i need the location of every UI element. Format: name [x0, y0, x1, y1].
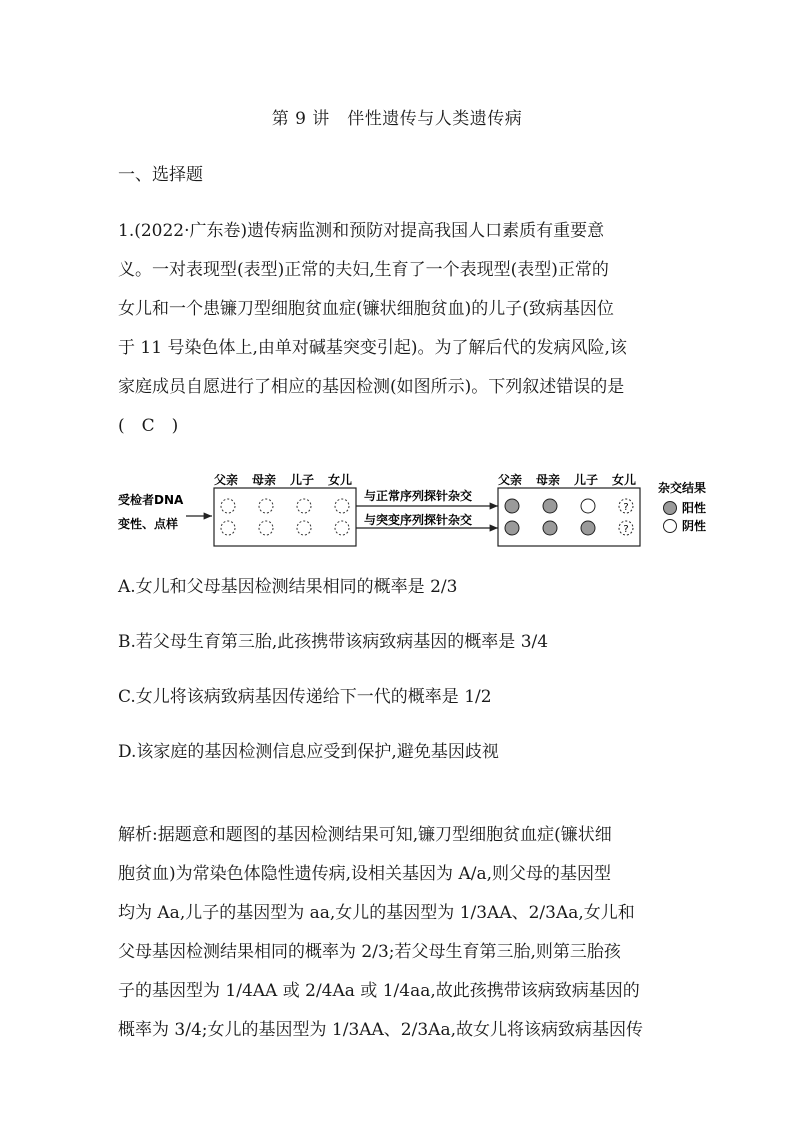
option-d: D.该家庭的基因检测信息应受到保护,避免基因歧视 [118, 742, 499, 762]
result-box [498, 488, 640, 546]
legend-negative-swatch [664, 520, 677, 533]
gene-test-diagram [118, 470, 738, 550]
result-member-label: 女儿 [612, 473, 637, 487]
analysis-line: 解析:据题意和题图的基因检测结果可知,镰刀型细胞贫血症(镰状细 [118, 825, 612, 845]
member-label: 女儿 [328, 473, 353, 487]
result-dot-negative [581, 499, 595, 513]
legend-title: 杂交结果 [658, 481, 707, 495]
legend-positive-swatch [664, 502, 677, 515]
option-c: C.女儿将该病致病基因传递给下一代的概率是 1/2 [118, 687, 492, 707]
sample-dot [335, 521, 349, 535]
result-dot-positive [505, 499, 519, 513]
arrow-label: 与正常序列探针杂交 [364, 489, 473, 503]
section-heading: 一、选择题 [118, 165, 203, 185]
option-b: B.若父母生育第三胎,此孩携带该病致病基因的概率是 3/4 [118, 632, 549, 652]
unknown-mark: ? [623, 524, 629, 535]
question-line: 女儿和一个患镰刀型细胞贫血症(镰状细胞贫血)的儿子(致病基因位 [118, 299, 614, 319]
sample-box [214, 488, 356, 546]
sample-dot [259, 521, 273, 535]
sample-dots [221, 499, 349, 535]
input-label: 受检者DNA [118, 493, 184, 507]
sample-dot [221, 499, 235, 513]
option-a: A.女儿和父母基因检测结果相同的概率是 2/3 [118, 577, 458, 597]
result-dot-positive [505, 521, 519, 535]
sample-dot [335, 499, 349, 513]
page-title: 第 9 讲 伴性遗传与人类遗传病 [271, 109, 523, 129]
member-label: 父亲 [214, 473, 239, 487]
analysis-line: 子的基因型为 1/4AA 或 2/4Aa 或 1/4aa,故此孩携带该病致病基因的 [118, 981, 640, 1001]
member-label: 儿子 [290, 473, 315, 487]
analysis-line: 父母基因检测结果相同的概率为 2/3;若父母生育第三胎,则第三胎孩 [118, 942, 621, 962]
sample-dot [221, 521, 235, 535]
unknown-mark: ? [623, 502, 629, 513]
question-line: 义。一对表现型(表型)正常的夫妇,生育了一个表现型(表型)正常的 [118, 260, 609, 280]
result-dot-positive [581, 521, 595, 535]
legend-positive-label: 阳性 [682, 501, 707, 515]
input-label: 变性、点样 [118, 517, 179, 531]
result-member-label: 儿子 [574, 473, 599, 487]
question-stem [118, 212, 678, 446]
legend-negative-label: 阴性 [682, 519, 707, 533]
analysis-block [118, 816, 678, 1050]
question-line: 于 11 号染色体上,由单对碱基突变引起)。为了解后代的发病风险,该 [118, 338, 627, 358]
arrow-label: 与突变序列探针杂交 [364, 513, 473, 527]
answer-bracket: ( C ) [118, 416, 179, 436]
sample-dot [259, 499, 273, 513]
analysis-line: 概率为 3/4;女儿的基因型为 1/3AA、2/3Aa,故女儿将该病致病基因传 [118, 1020, 643, 1040]
analysis-line: 胞贫血)为常染色体隐性遗传病,设相关基因为 A/a,则父母的基因型 [118, 864, 611, 884]
result-dot-positive [543, 499, 557, 513]
result-dots [505, 499, 633, 535]
member-label: 母亲 [252, 473, 277, 487]
question-line: 1.(2022·广东卷)遗传病监测和预防对提高我国人口素质有重要意 [118, 221, 605, 241]
sample-dot [297, 521, 311, 535]
result-member-label: 母亲 [536, 473, 561, 487]
result-dot-positive [543, 521, 557, 535]
question-line: 家庭成员自愿进行了相应的基因检测(如图所示)。下列叙述错误的是 [118, 377, 625, 397]
sample-dot [297, 499, 311, 513]
result-member-label: 父亲 [498, 473, 523, 487]
analysis-line: 均为 Aa,儿子的基因型为 aa,女儿的基因型为 1/3AA、2/3Aa,女儿和 [118, 903, 635, 923]
